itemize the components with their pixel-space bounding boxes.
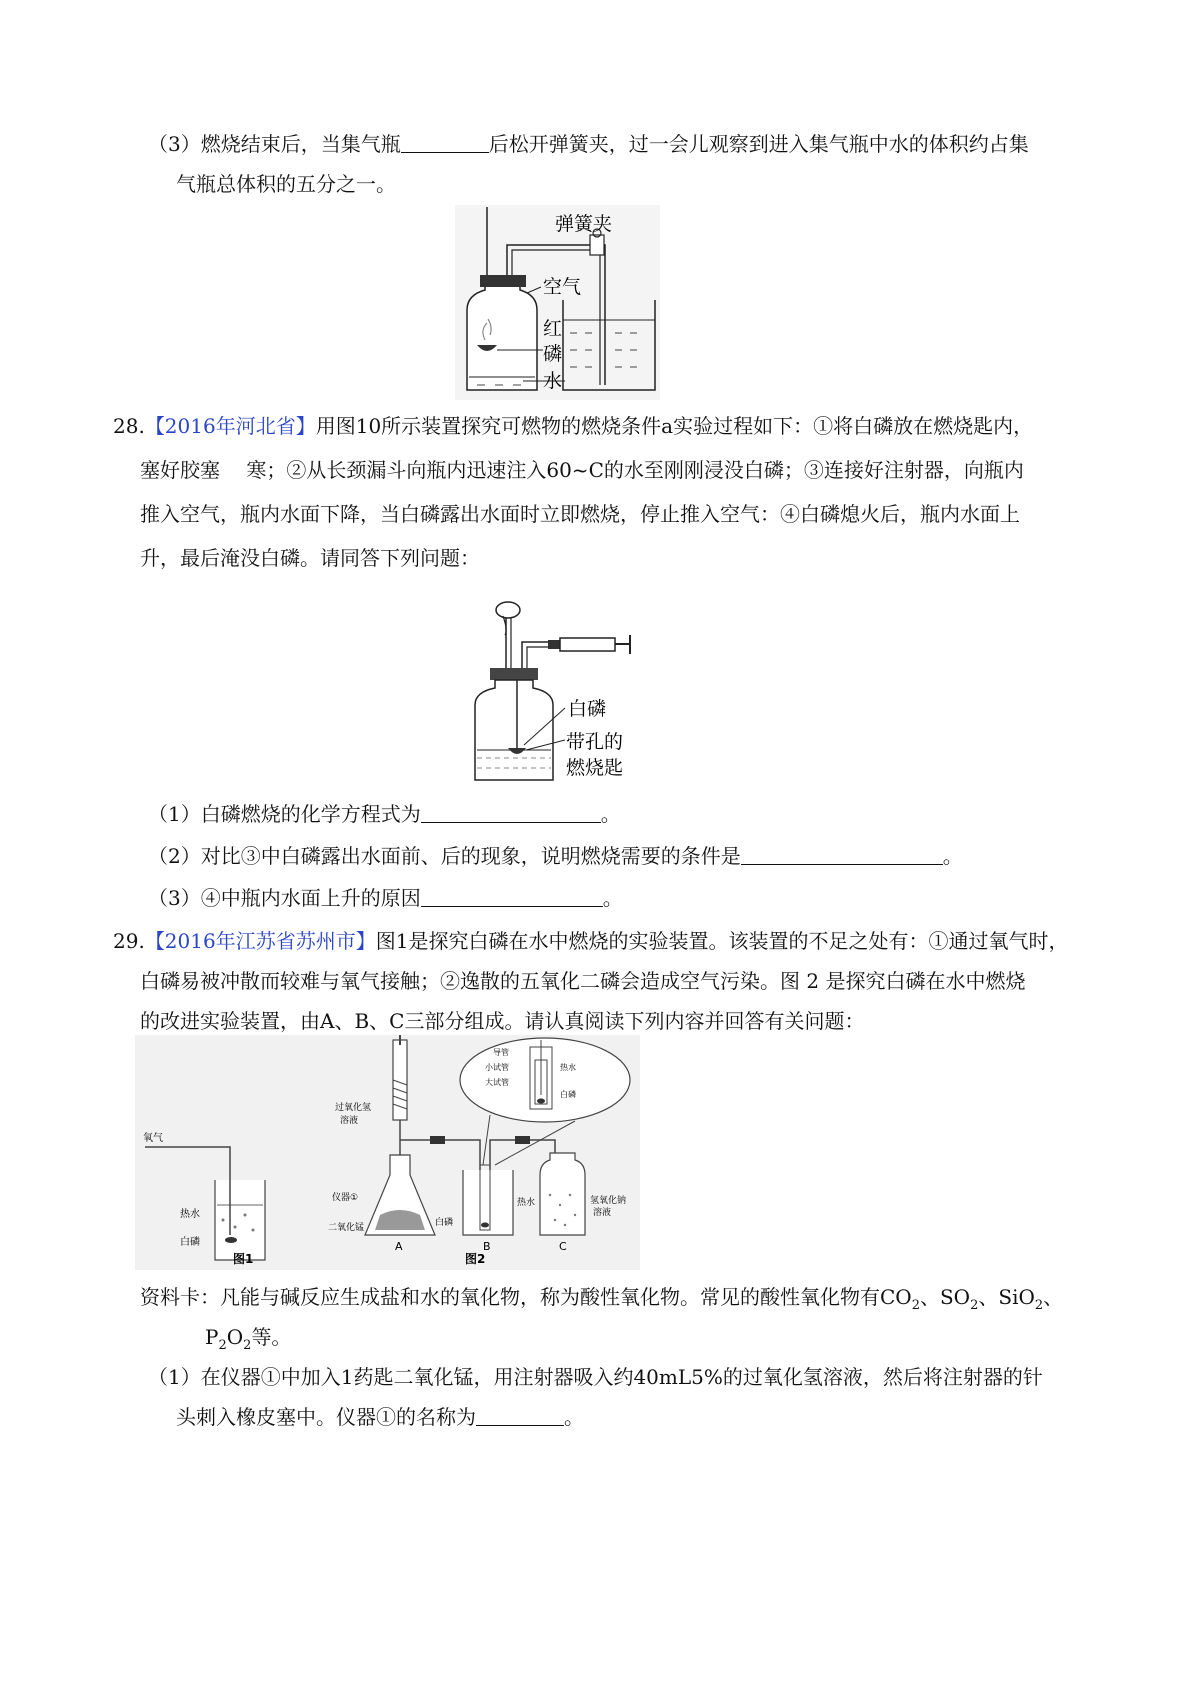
answer-blank xyxy=(401,132,489,153)
red-phosphorus-apparatus-figure xyxy=(455,205,660,400)
label-spoon-1: 带孔的 xyxy=(566,731,624,753)
white-phosphorus-apparatus-figure xyxy=(470,600,645,785)
data-card-line1: 资料卡：凡能与碱反应生成盐和水的氧化物，称为酸性氧化物。常见的酸性氧化物有$CO_2$、$SO_2$、SiO$_2$、 xyxy=(140,1285,1064,1313)
zoom-label-tube: 导管 xyxy=(493,1048,509,1057)
label-air: 空气 xyxy=(543,276,582,298)
q28-sub1: （1）白磷燃烧的化学方程式为 。 xyxy=(148,802,621,826)
label-red-p-1: 红 xyxy=(543,318,563,340)
q27-sub3-line1: （3）燃烧结束后，当集气瓶 后松开弹簧夹，过一会儿观察到进入集气瓶中水的体积约占集 xyxy=(148,132,1029,156)
source-tag: 【2016年江苏省苏州市】 xyxy=(144,929,376,953)
fig2-label-naoh-1: 氢氧化钠 xyxy=(590,1196,627,1206)
q28-line1: 28.【2016年河北省】用图10所示装置探究可燃物的燃烧条件a实验过程如下：①将白磷放在燃烧匙内， xyxy=(113,414,1034,438)
label-red-p-2: 磷 xyxy=(543,343,563,365)
zoom-label-white-p: 白磷 xyxy=(560,1090,576,1099)
fig2-label-white-p-b: 白磷 xyxy=(435,1218,454,1228)
label-clamp: 弹簧夹 xyxy=(555,213,613,235)
fig2-label-c: C xyxy=(559,1240,567,1253)
q29-line2: 白磷易被冲散而较难与氧气接触；②逸散的五氧化二磷会造成空气污染。图 2 是探究白磷在水中燃烧 xyxy=(140,969,1026,993)
fig1-label-white-p: 白磷 xyxy=(180,1237,200,1248)
label-water: 水 xyxy=(543,370,563,392)
fig2-label-hot-water-b: 热水 xyxy=(517,1198,536,1208)
q29-line1: 29.【2016年江苏省苏州市】图1是探究白磷在水中燃烧的实验装置。该装置的不足之处有：①通过氧气时， xyxy=(113,929,1069,953)
fig2-caption: 图2 xyxy=(465,1252,486,1266)
question-number: 28. xyxy=(113,414,145,438)
fig2-label-instrument1: 仪器① xyxy=(332,1193,359,1203)
q27-sub3-line2: 气瓶总体积的五分之一。 xyxy=(176,172,396,196)
zoom-label-hot-water: 热水 xyxy=(560,1063,576,1072)
zoom-label-small-tube: 小试管 xyxy=(485,1063,509,1072)
answer-blank xyxy=(476,1405,564,1426)
fig2-label-h2o2: 过氧化氢 xyxy=(335,1103,372,1113)
fig2-label-b: B xyxy=(483,1240,491,1253)
fig2-label-a: A xyxy=(395,1240,403,1253)
q28-line3: 推入空气，瓶内水面下降，当白磷露出水面时立即燃烧，停止推入空气：④白磷熄火后，瓶内水面上 xyxy=(140,502,1020,526)
fig1-label-hot-water: 热水 xyxy=(180,1209,200,1220)
fig2-label-mno2: 二氧化锰 xyxy=(328,1223,365,1233)
q28-sub2: （2）对比③中白磷露出水面前、后的现象，说明燃烧需要的条件是 。 xyxy=(148,844,963,868)
answer-blank xyxy=(741,844,943,865)
q28-line2: 塞好胶塞 寒；②从长颈漏斗向瓶内迅速注入60~C的水至刚刚浸没白磷；③连接好注射器，向瓶内 xyxy=(140,458,1024,482)
q29-sub1-line2: 头刺入橡皮塞中。仪器①的名称为 。 xyxy=(176,1405,584,1429)
data-card-line2: $P_2O_2$等。 xyxy=(205,1325,292,1353)
fig2-label-naoh-2: 溶液 xyxy=(593,1208,612,1218)
label-spoon-2: 燃烧匙 xyxy=(566,757,624,779)
q29-line3: 的改进实验装置，由A、B、C三部分组成。请认真阅读下列内容并回答有关问题： xyxy=(140,1009,865,1033)
q28-sub3: （3）④中瓶内水面上升的原因 。 xyxy=(148,886,623,910)
label-white-p: 白磷 xyxy=(568,698,607,720)
source-tag: 【2016年河北省】 xyxy=(144,414,316,438)
improved-apparatus-figure xyxy=(135,1035,640,1270)
answer-blank xyxy=(421,886,603,907)
fig1-caption: 图1 xyxy=(233,1252,254,1266)
fig2-label-solution: 溶液 xyxy=(340,1116,359,1126)
q29-sub1-line1: （1）在仪器①中加入1药匙二氧化锰，用注射器吸入约40mL5%的过氧化氢溶液，然后将注射器的针 xyxy=(148,1365,1043,1389)
fig1-label-oxygen: 氧气 xyxy=(143,1133,163,1144)
question-number: 29. xyxy=(113,929,145,953)
zoom-label-big-tube: 大试管 xyxy=(485,1078,509,1087)
answer-blank xyxy=(421,802,601,823)
q28-line4: 升，最后淹没白磷。请同答下列问题： xyxy=(140,546,480,570)
